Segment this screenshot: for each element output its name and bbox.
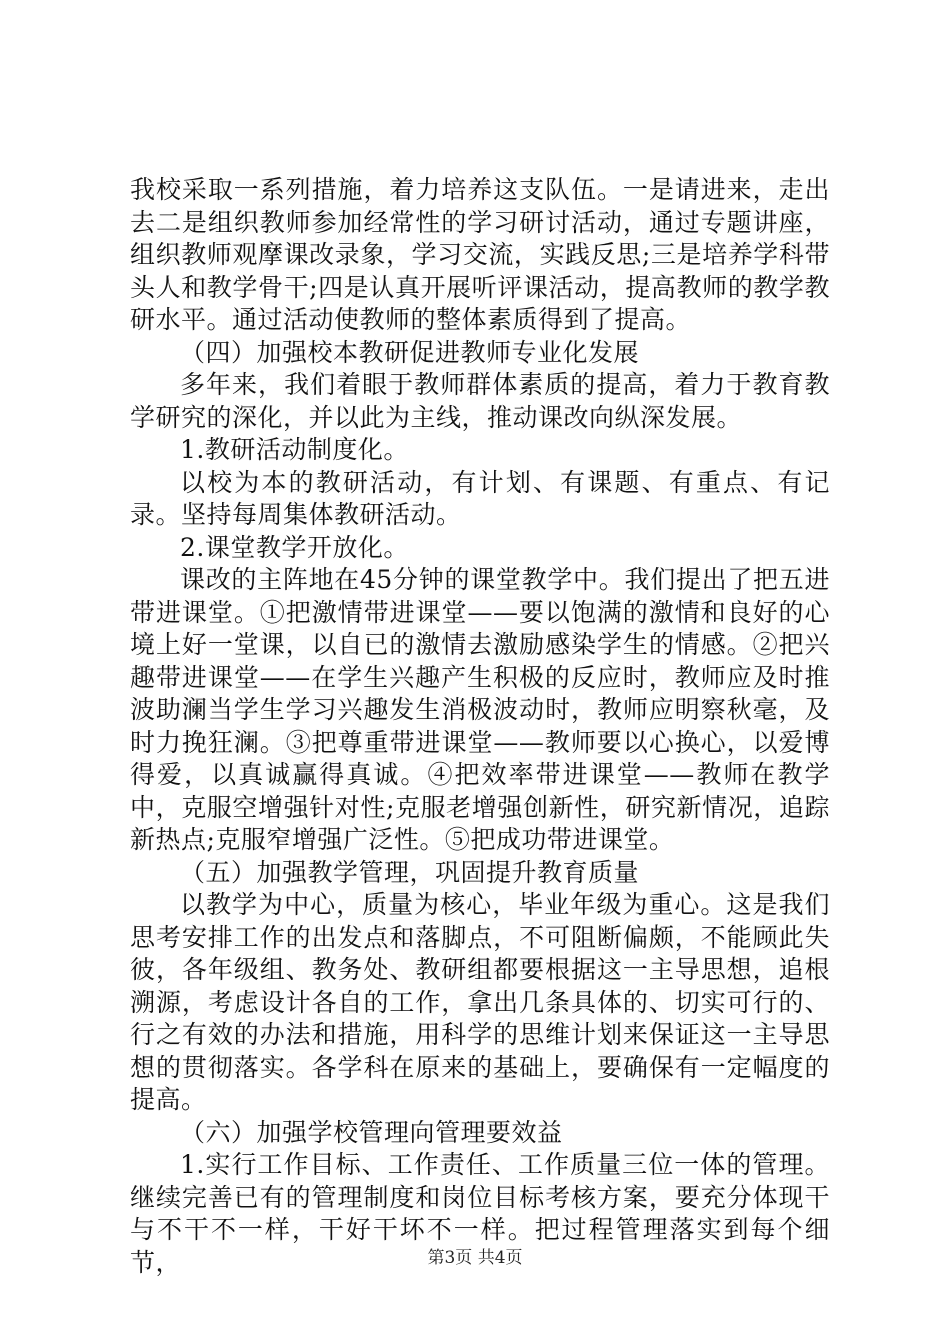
subheading-research-system: 1.教研活动制度化。	[180, 435, 409, 464]
paragraph-teaching-management: 以教学为中心，质量为核心，毕业年级为重心。这是我们思考安排工作的出发点和落脚点，不可阻断偏颇，不能顾此失彼，各年级组、教务处、教研组都要根据这一主导思想，追根溯源，考虑设计各自的工作，拿出几条具体的、切实可行的、行之有效的办法和措施，用科学的思维计划来保证这一主导思想的贯彻落实。各学科在原来的基础上，要确保有一定幅度的提高。	[130, 890, 830, 1114]
paragraph-research-system: 以校为本的教研活动，有计划、有课题、有重点、有记录。坚持每周集体教研活动。	[130, 467, 830, 529]
body-text	[130, 174, 830, 1279]
heading-section-4: （四）加强校本教研促进教师专业化发展	[180, 337, 640, 367]
heading-section-5: （五）加强教学管理，巩固提升教育质量	[180, 857, 640, 887]
paragraph-measures: 我校采取一系列措施，着力培养这支队伍。一是请进来，走出去二是组织教师参加经常性的学习研讨活动，通过专题讲座，组织教师观摩课改录象，学习交流，实践反思;三是培养学科带头人和教学骨干;四是认真开展听评课活动，提高教师的教学教研水平。通过活动使教师的整体素质得到了提高。	[130, 175, 830, 334]
heading-section-6: （六）加强学校管理向管理要效益	[180, 1117, 563, 1147]
paragraph-school-management: 1.实行工作目标、工作责任、工作质量三位一体的管理。继续完善已有的管理制度和岗位目标考核方案，要充分体现干与不干不一样，干好干坏不一样。把过程管理落实到每个细节，	[130, 1150, 830, 1277]
paragraph-open-classroom: 课改的主阵地在45分钟的课堂教学中。我们提出了把五进带进课堂。①把激情带进课堂——要以饱满的激情和良好的心境上好一堂课，以自已的激情去激励感染学生的情感。②把兴趣带进课堂——在学生兴趣产生积极的反应时，教师应及时推波助澜当学生学习兴趣发生消极波动时，教师应明察秋毫，及时力挽狂澜。③把尊重带进课堂——教师要以心换心，以爱博得爱，以真诚赢得真诚。④把效率带进课堂——教师在教学中，克服空增强针对性;克服老增强创新性，研究新情况，追踪新热点;克服窄增强广泛性。⑤把成功带进课堂。	[130, 565, 830, 854]
subheading-open-classroom: 2.课堂教学开放化。	[180, 532, 409, 562]
page-number-footer: 第3页 共4页	[427, 1248, 523, 1268]
paragraph-research-intro: 多年来，我们着眼于教师群体素质的提高，着力于教育教学研究的深化，并以此为主线，推动课改向纵深发展。	[130, 370, 830, 432]
